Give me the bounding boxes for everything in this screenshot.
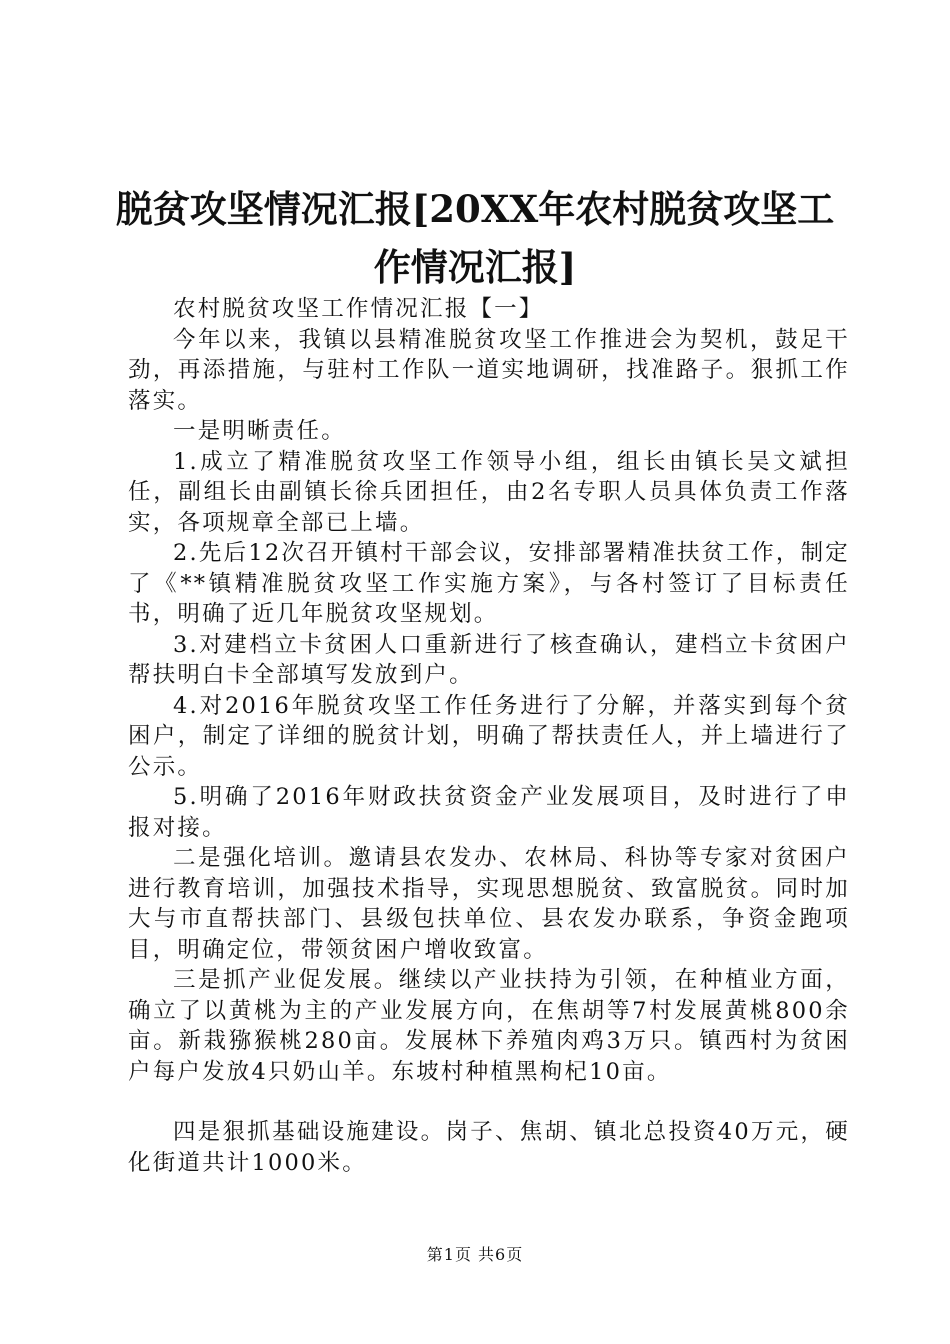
list-item-1: 1.成立了精准脱贫攻坚工作领导小组，组长由镇长吴文斌担任，副组长由副镇长徐兵团担任，由2名专职人员具体负责工作落实，各项规章全部已上墙。 (128, 448, 850, 536)
page-footer: 第1页 共6页 (426, 1245, 524, 1264)
list-item-2: 2.先后12次召开镇村干部会议，安排部署精准扶贫工作，制定了《**镇精准脱贫攻坚工作实施方案》，与各村签订了目标责任书，明确了近几年脱贫攻坚规划。 (128, 540, 850, 627)
industry-paragraph: 三是抓产业促发展。继续以产业扶持为引领，在种植业方面，确立了以黄桃为主的产业发展方向，在焦胡等7村发展黄桃800余亩。新栽猕猴桃280亩。发展林下养殖肉鸡3万只。镇西村为贫困户每户发放4只奶山羊。东坡村种植黑枸杞10亩。 (128, 967, 850, 1085)
document-title: 脱贫攻坚情况汇报[20XX年农村脱贫攻坚工作情况汇报] (115, 187, 835, 289)
document-body (128, 294, 850, 1178)
intro-paragraph: 今年以来，我镇以县精准脱贫攻坚工作推进会为契机，鼓足干劲，再添措施，与驻村工作队一道实地调研，找准路子。狠抓工作落实。 (128, 326, 850, 414)
point-heading-responsibility: 一是明晰责任。 (173, 418, 346, 444)
list-item-5: 5.明确了2016年财政扶贫资金产业发展项目，及时进行了申报对接。 (128, 784, 850, 841)
training-paragraph: 二是强化培训。邀请县农发办、农林局、科协等专家对贫困户进行教育培训，加强技术指导，实现思想脱贫、致富脱贫。同时加大与市直帮扶部门、县级包扶单位、县农发办联系，争资金跑项目，明确定位，带领贫困户增收致富。 (128, 845, 850, 963)
list-item-4: 4.对2016年脱贫攻坚工作任务进行了分解，并落实到每个贫困户，制定了详细的脱贫计划，明确了帮扶责任人，并上墙进行了公示。 (128, 692, 850, 780)
list-item-3: 3.对建档立卡贫困人口重新进行了核查确认，建档立卡贫困户帮扶明白卡全部填写发放到户。 (128, 631, 850, 688)
infrastructure-paragraph: 四是狠抓基础设施建设。岗子、焦胡、镇北总投资40万元，硬化街道共计1000米。 (128, 1119, 850, 1176)
section-heading: 农村脱贫攻坚工作情况汇报【一】 (173, 296, 544, 322)
